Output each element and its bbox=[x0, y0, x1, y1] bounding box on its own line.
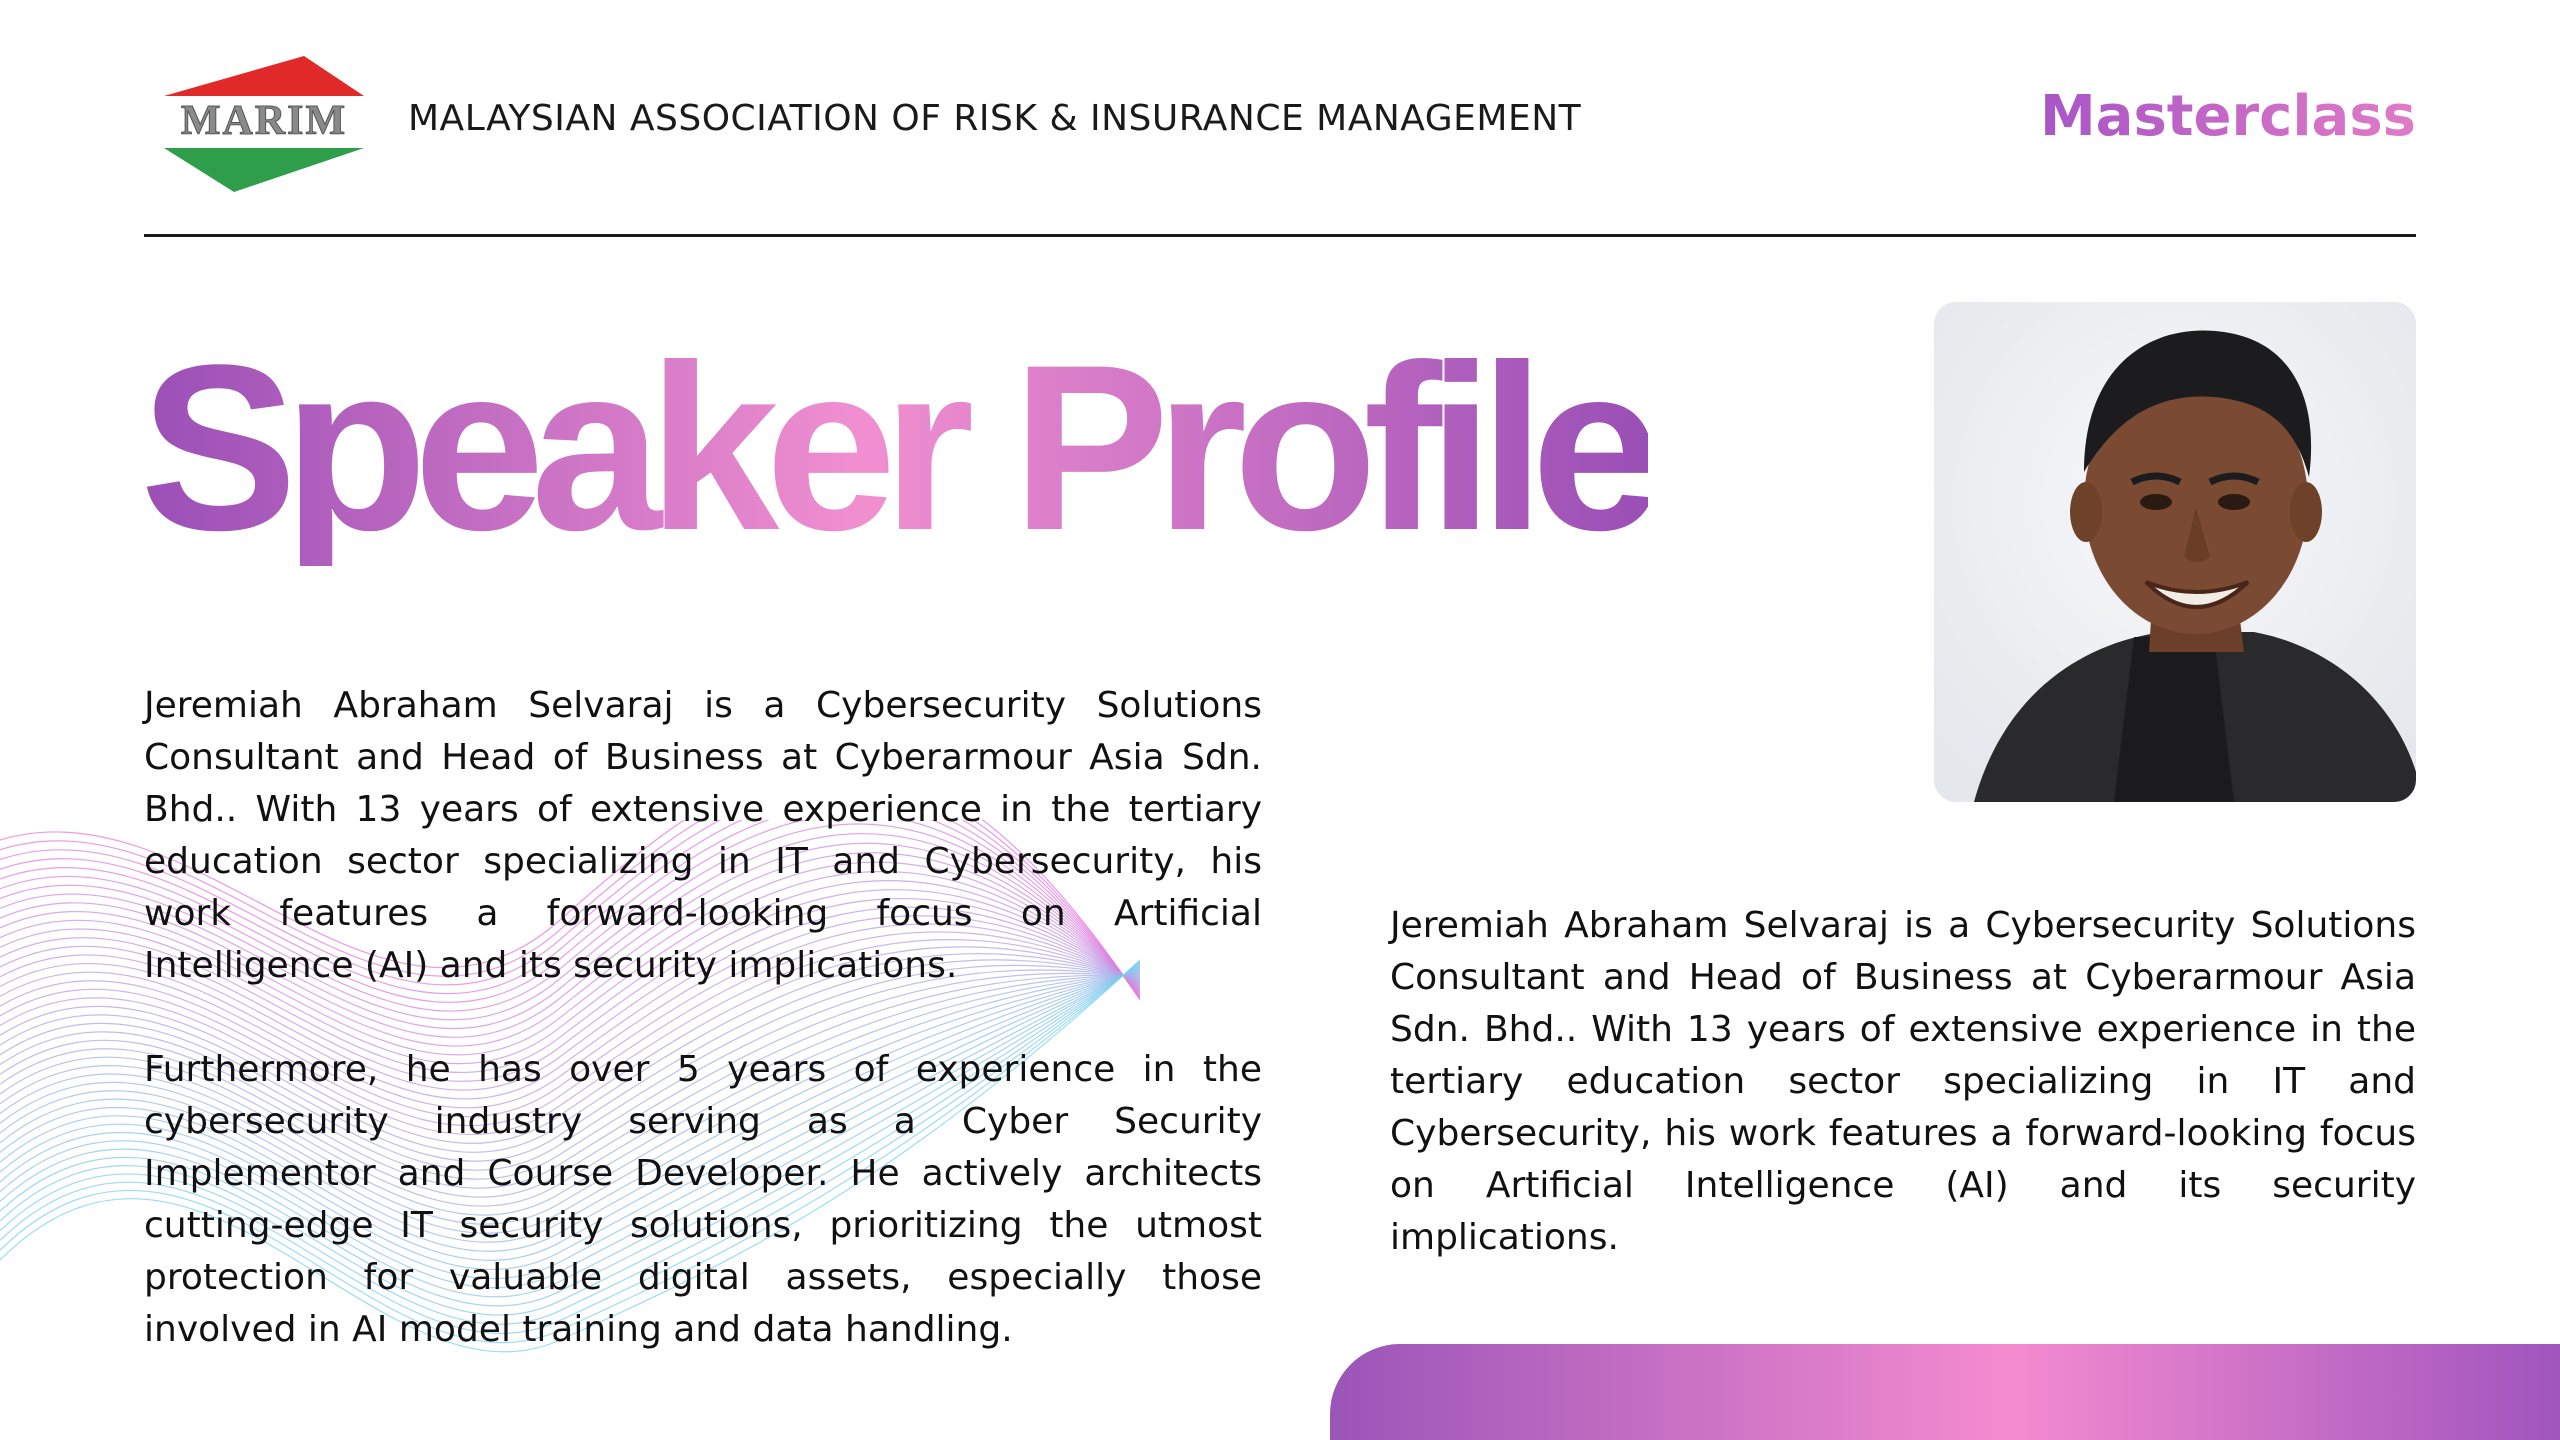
bio-left-paragraph-2: Furthermore, he has over 5 years of experience in the cybersecurity industry serving as a Cyber Security Implementor and Course Developer. He actively architects cutting-edge IT security solutions, prioritizing the utmost protection for valuable digital assets, especially those involved in AI model training and data handling. bbox=[144, 1049, 1262, 1350]
marim-logo-icon bbox=[164, 56, 364, 192]
logo-wordmark: MARIM bbox=[180, 98, 348, 144]
bottom-accent-bar bbox=[1330, 1344, 2560, 1440]
bio-right bbox=[1390, 900, 2416, 1264]
speaker-photo bbox=[1934, 302, 2416, 802]
header-divider bbox=[144, 234, 2416, 237]
marim-logo bbox=[164, 56, 364, 192]
org-name: MALAYSIAN ASSOCIATION OF RISK & INSURANCE MANAGEMENT bbox=[408, 98, 1582, 139]
bio-left-paragraph-1: Jeremiah Abraham Selvaraj is a Cybersecurity Solutions Consultant and Head of Business at Cyberarmour Asia Sdn. Bhd.. With 13 years of extensive experience in the tertiary education sector specializing in IT and Cybersecurity, his work features a forward-looking focus on Artificial Intelligence (AI) and its security implications. bbox=[144, 685, 1262, 986]
page-title: Speaker Profile bbox=[140, 316, 1649, 580]
bio-right-paragraph-1: Jeremiah Abraham Selvaraj is a Cybersecurity Solutions Consultant and Head of Business at Cyberarmour Asia Sdn. Bhd.. With 13 years of extensive experience in the tertiary education sector specializing in IT and Cybersecurity, his work features a forward-looking focus on Artificial Intelligence (AI) and its security implications. bbox=[1390, 905, 2416, 1258]
speaker-portrait-icon bbox=[1934, 302, 2416, 802]
bio-left bbox=[144, 680, 1262, 1408]
header bbox=[144, 40, 2416, 240]
masterclass-badge: Masterclass bbox=[2039, 84, 2416, 149]
